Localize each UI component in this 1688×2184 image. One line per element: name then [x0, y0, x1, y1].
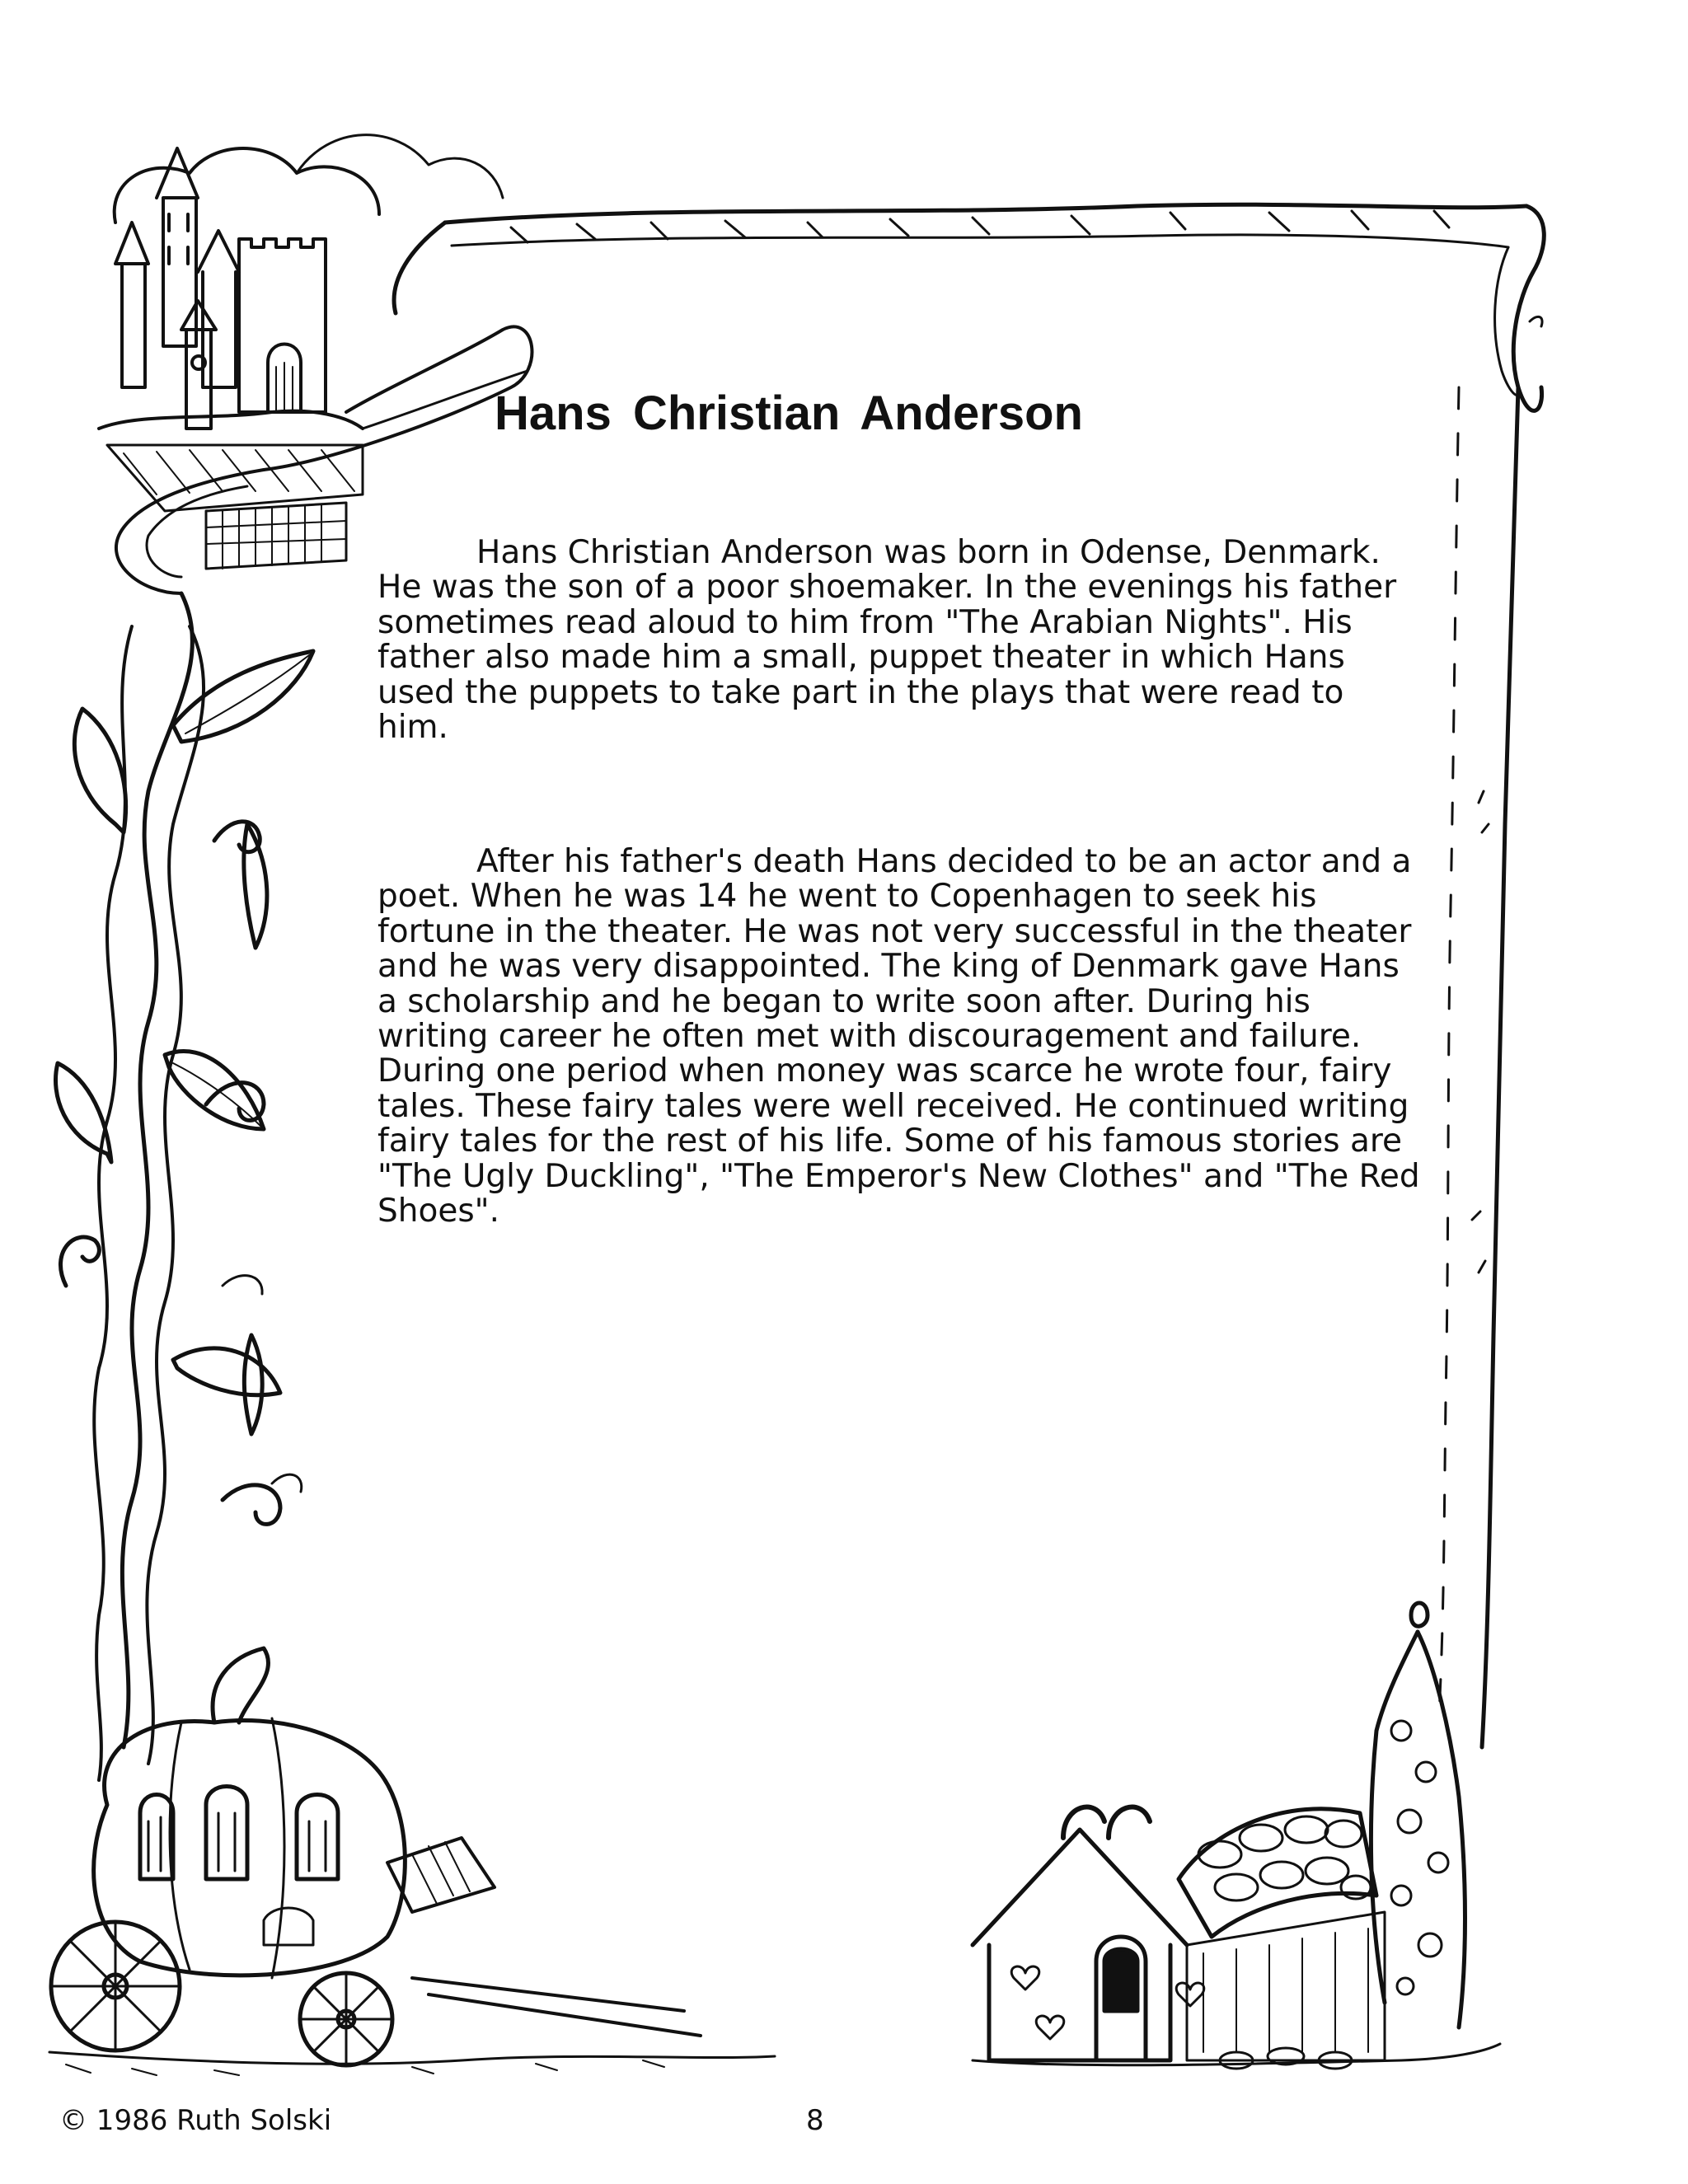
castle-illustration [99, 135, 532, 593]
gingerbread-house-illustration [973, 1603, 1500, 2069]
page-number: 8 [806, 2104, 824, 2137]
paragraph-2 [377, 845, 1424, 1229]
paragraph-1-text: Hans Christian Anderson was born in Odense, Denmark. He was the son of a poor shoemaker. In the evenings his father sometimes read aloud to him from "The Arabian Nights". His father also made him a small, puppet theater in which Hans used the puppets to take part in the plays that were read to him. [377, 534, 1397, 747]
paragraph-1 [377, 536, 1424, 745]
paragraph-2-text: After his father's death Hans decided to be an actor and a poet. When he was 14 he went to Copenhagen to seek his fortune in the theater. He was not very successful in the theater and he was very disappointed. The king of Denmark gave Hans a scholarship and he began to write soon after. During his writing career he often met with discouragement and failure. During one period when money was scarce he wrote four, fairy tales. These fairy tales were well received. He continued writing fairy tales for the rest of his life. Some of his famous stories are "The Ugly Duckling", "The Emperor's New Clothes" and "The Red Shoes". [377, 843, 1420, 1230]
pumpkin-carriage-illustration [49, 1648, 775, 2075]
copyright-notice: © 1986 Ruth Solski [59, 2104, 332, 2137]
beanstalk-vine-illustration [56, 593, 314, 1780]
page-title: Hans Christian Anderson [495, 387, 1083, 440]
